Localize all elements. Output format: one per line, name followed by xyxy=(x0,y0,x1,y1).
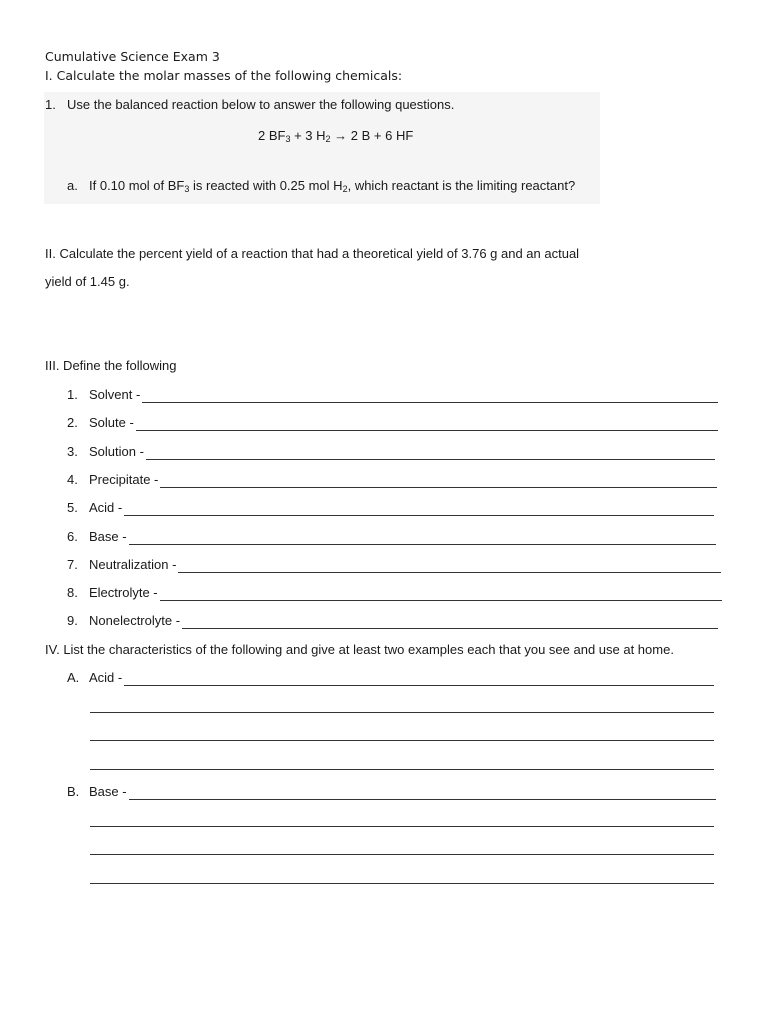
section-4-heading: IV. List the characteristics of the following and give at least two examples each that you see and use at home. xyxy=(45,642,674,657)
section-2-line-1: II. Calculate the percent yield of a reaction that had a theoretical yield of 3.76 g and an actual xyxy=(45,246,580,261)
answer-line[interactable] xyxy=(160,588,722,601)
definition-precipitate[interactable]: 4. Precipitate - xyxy=(67,472,717,488)
definition-neutralization[interactable]: 7. Neutralization - xyxy=(67,557,721,573)
answer-line[interactable] xyxy=(146,447,715,460)
question-1-number: 1. xyxy=(45,97,56,112)
answer-line[interactable] xyxy=(129,532,716,545)
section-2-line-2: yield of 1.45 g. xyxy=(45,274,130,289)
definition-nonelectrolyte[interactable]: 9. Nonelectrolyte - xyxy=(67,613,718,629)
answer-line[interactable] xyxy=(178,560,721,573)
question-1 xyxy=(45,97,454,113)
answer-line[interactable] xyxy=(136,418,718,431)
section-3-heading: III. Define the following xyxy=(45,358,177,373)
question-1a: a. If 0.10 mol of $BF_3$ is reacted with 0.25 mol $H_2$, which reactant is the limiting reactant? xyxy=(67,178,576,194)
characteristics-acid[interactable]: A. Acid - xyxy=(67,670,714,686)
definition-base[interactable]: 6. Base - xyxy=(67,529,716,545)
balanced-equation: 2 $BF_3 + 3$ $H_2 \to 2$ B + 6 HF xyxy=(258,128,414,144)
answer-line[interactable] xyxy=(90,769,714,770)
answer-line[interactable] xyxy=(90,826,714,827)
answer-line[interactable] xyxy=(90,854,714,855)
exam-title: Cumulative Science Exam 3 xyxy=(45,49,220,64)
answer-line[interactable] xyxy=(90,883,714,884)
definition-solvent[interactable]: 1. Solvent - xyxy=(67,387,718,403)
characteristics-base[interactable]: B. Base - xyxy=(67,784,716,800)
section-1-heading: I. Calculate the molar masses of the following chemicals: xyxy=(45,68,403,83)
definition-solute[interactable]: 2. Solute - xyxy=(67,415,718,431)
answer-line[interactable] xyxy=(160,475,717,488)
definition-acid[interactable]: 5. Acid - xyxy=(67,500,714,516)
answer-line[interactable] xyxy=(129,787,716,800)
answer-line[interactable] xyxy=(90,712,714,713)
question-1a-label: a. xyxy=(67,178,78,193)
question-1-text: Use the balanced reaction below to answer the following questions. xyxy=(67,97,455,112)
definition-solution[interactable]: 3. Solution - xyxy=(67,444,715,460)
answer-line[interactable] xyxy=(142,390,718,403)
answer-line[interactable] xyxy=(90,740,714,741)
answer-line[interactable] xyxy=(124,503,714,516)
definition-electrolyte[interactable]: 8. Electrolyte - xyxy=(67,585,722,601)
answer-line[interactable] xyxy=(124,673,714,686)
answer-line[interactable] xyxy=(182,616,718,629)
